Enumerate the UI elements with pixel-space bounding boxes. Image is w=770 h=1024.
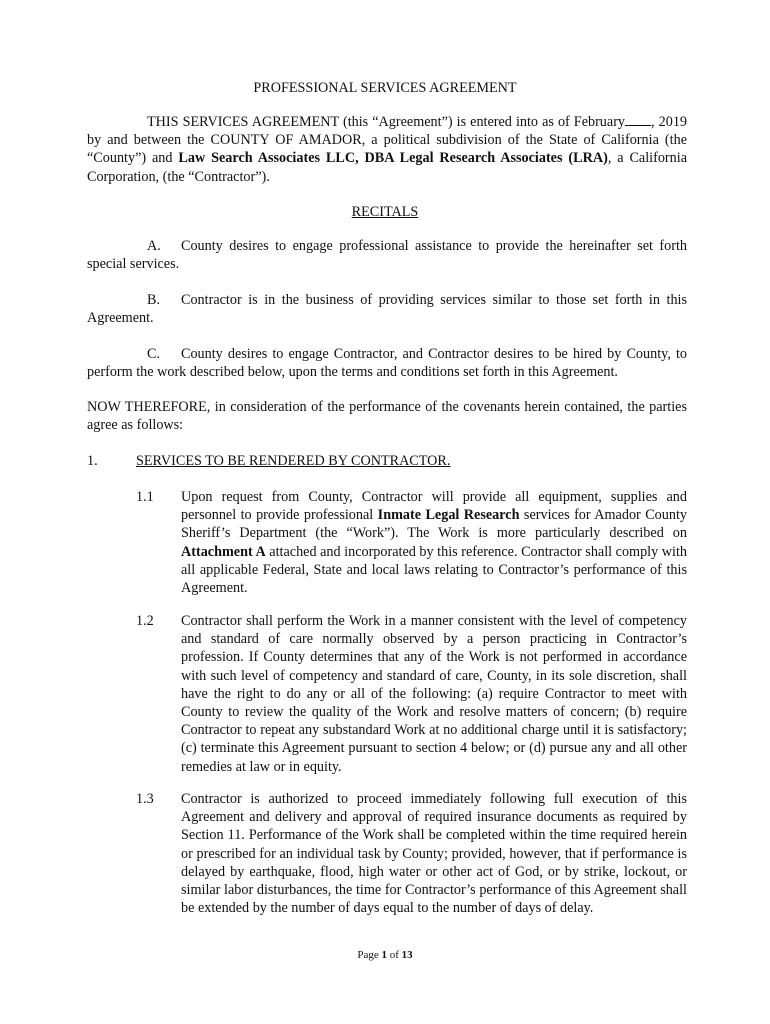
subsection-1-1-text xyxy=(181,488,687,597)
page-number: 1 xyxy=(381,949,387,961)
subsection-1-3-text: Contractor is authorized to proceed immediately following full execution of this Agreement and delivery and approval of required insurance documents as required by Section 11. Performance of the Work shall be completed within the time required herein or prescribed for an individual task by County; provided, however, that if performance is delayed by earthquake, flood, high water or other act of God, or by strike, lockout, or similar labor disturbances, the time for Contractor’s performance of this Agreement shall be extended by the number of days equal to the number of days of delay. xyxy=(181,791,687,917)
section-number: 1. xyxy=(87,453,98,469)
subsection-text: services for Amador County Sheriff’s Department (the “Work”). The Work is more particularly described on xyxy=(181,507,687,542)
subsection-1-2-text: Contractor shall perform the Work in a manner consistent with the level of competency and standard of care normally observed by a person practicing in Contractor’s profession. If County determines that any of the Work is not performed in accordance with such level of competency and standard of care, County, in its sole discretion, shall have the right to do any or all of the following: (a) require Contractor to meet with County to review the quality of the Work and resolve matters of concern; (b) require Contractor to repeat any substandard Work at no additional charge until it is satisfactory; (c) terminate this Agreement pursuant to section 4 below; or (d) pursue any and all other remedies at law or in equity. xyxy=(181,613,687,775)
subsection-text: attached and incorporated by this reference. Contractor shall comply with all applicable Federal, State and local laws relating to Contractor’s performance of this Agreement. xyxy=(181,543,687,597)
intro-text-a: THIS SERVICES AGREEMENT (this “Agreement”) is entered into as of February xyxy=(147,114,626,130)
recital-letter: A. xyxy=(147,238,161,254)
subsection-text: Upon request from County, Contractor will provide all equipment, supplies and personnel to provide professional xyxy=(181,489,687,524)
recital-text: County desires to engage Contractor, and Contractor desires to be hired by County, to perform the work described below, upon the terms and conditions set forth in this Agreement. xyxy=(87,346,687,381)
footer-label: of xyxy=(386,949,402,961)
recitals-heading: RECITALS xyxy=(351,204,419,220)
now-therefore-paragraph: NOW THEREFORE, in consideration of the performance of the covenants herein contained, the parties agree as follows: xyxy=(87,399,687,434)
attachment-reference: Attachment A xyxy=(181,543,266,560)
contractor-name: Law Search Associates LLC, DBA Legal Research Associates (LRA) xyxy=(178,150,608,167)
recital-c xyxy=(87,345,687,381)
subsection-number: 1.1 xyxy=(136,489,154,505)
page-total: 13 xyxy=(401,949,413,961)
section-title: SERVICES TO BE RENDERED BY CONTRACTOR. xyxy=(136,453,451,469)
subsection-number: 1.2 xyxy=(136,613,154,629)
subsection-number: 1.3 xyxy=(136,791,154,807)
document-title: PROFESSIONAL SERVICES AGREEMENT xyxy=(253,80,517,96)
recital-a xyxy=(87,237,687,273)
recital-text: County desires to engage professional assistance to provide the hereinafter set forth special services. xyxy=(87,238,687,273)
footer-label: Page xyxy=(357,949,382,961)
intro-paragraph xyxy=(87,113,687,186)
page-footer xyxy=(0,946,770,964)
recital-text: Contractor is in the business of providing services similar to those set forth in this Agreement. xyxy=(87,292,687,327)
recital-b xyxy=(87,291,687,327)
service-name: Inmate Legal Research xyxy=(377,507,520,524)
intro-text-b: , 2019 by and between the COUNTY OF AMADOR, a political subdivision of the State of California (the “County”) and xyxy=(87,114,688,167)
intro-text-c: , a California Corporation, (the “Contractor”). xyxy=(87,150,687,185)
recital-letter: C. xyxy=(147,346,161,362)
date-blank xyxy=(625,113,651,126)
recital-letter: B. xyxy=(147,292,161,308)
